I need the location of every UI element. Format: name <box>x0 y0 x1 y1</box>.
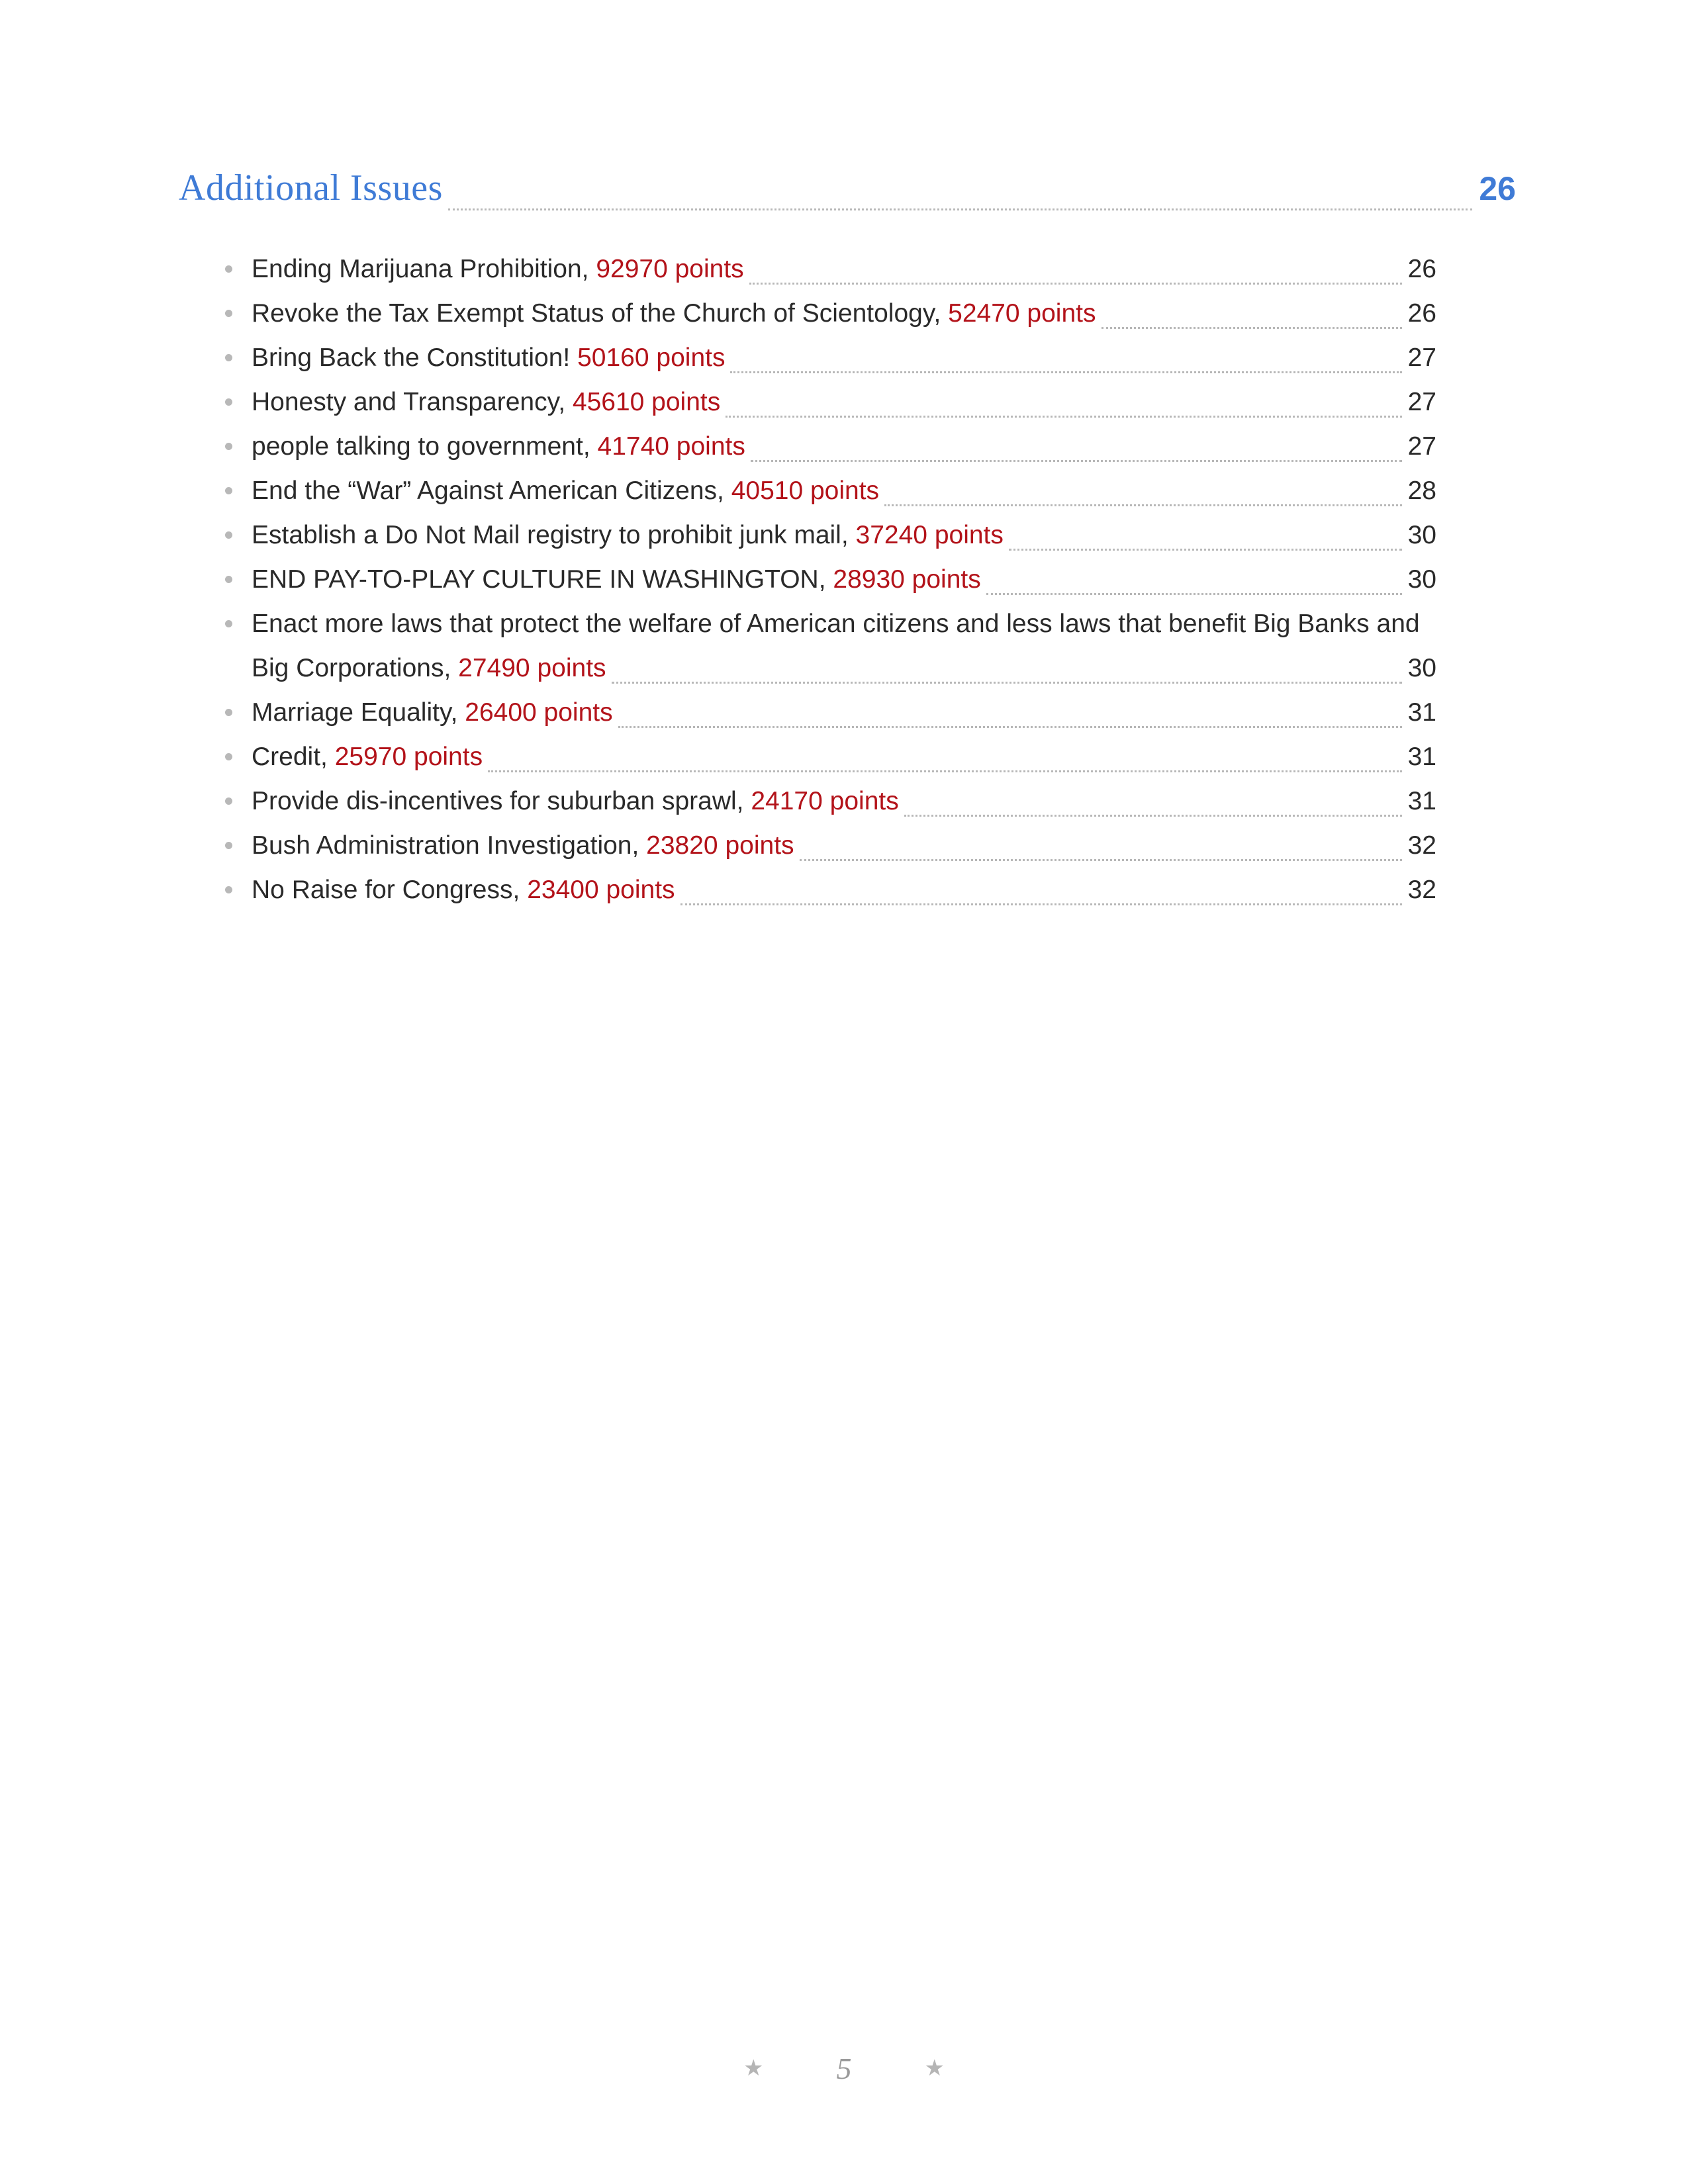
dot-leader <box>730 371 1402 373</box>
dot-leader <box>448 208 1472 210</box>
entry-title: Provide dis-incentives for suburban sprawl, <box>252 787 744 815</box>
entry-title-line2: Big Corporations, <box>252 654 451 682</box>
entry-page-number: 27 <box>1407 343 1436 372</box>
entry-title: people talking to government, <box>252 432 590 461</box>
bullet-icon <box>225 690 234 735</box>
dot-leader <box>749 283 1402 285</box>
bullet-icon <box>225 823 234 868</box>
dot-leader <box>751 460 1402 462</box>
entry-title: End the “War” Against American Citizens, <box>252 477 724 505</box>
entry-page-number: 31 <box>1407 787 1436 815</box>
entry-points: 41740 points <box>597 432 745 461</box>
entry-title: Revoke the Tax Exempt Status of the Church of Scientology, <box>252 299 941 328</box>
entry-page-number: 32 <box>1407 876 1436 904</box>
entry-points: 45610 points <box>572 388 721 416</box>
entry-title: No Raise for Congress, <box>252 876 520 904</box>
bullet-icon <box>225 779 234 823</box>
entry-title: Credit, <box>252 743 328 771</box>
section-page-number: 26 <box>1479 170 1516 207</box>
bullet-icon <box>225 380 234 424</box>
entry-page-number: 26 <box>1407 299 1436 328</box>
toc-entry[interactable] <box>225 602 1436 690</box>
entry-points: 24170 points <box>751 787 899 815</box>
toc-entry[interactable] <box>225 823 1436 868</box>
toc-entry[interactable] <box>225 336 1436 380</box>
entry-page-number: 31 <box>1407 698 1436 727</box>
entry-points: 50160 points <box>577 343 726 372</box>
entry-points: 25970 points <box>334 743 483 771</box>
toc-list <box>225 247 1436 912</box>
bullet-icon <box>225 336 234 380</box>
entry-points: 52470 points <box>948 299 1096 328</box>
bullet-icon <box>225 868 234 912</box>
bullet-icon <box>225 469 234 513</box>
dot-leader <box>1102 327 1403 329</box>
entry-title: Ending Marijuana Prohibition, <box>252 255 589 283</box>
bullet-icon <box>225 291 234 336</box>
page-number: 5 <box>836 2051 852 2085</box>
toc-entry[interactable] <box>225 557 1436 602</box>
entry-title: Honesty and Transparency, <box>252 388 566 416</box>
dot-leader <box>488 770 1402 772</box>
entry-points: 23820 points <box>646 831 794 860</box>
bullet-icon <box>225 602 234 646</box>
toc-entry[interactable] <box>225 291 1436 336</box>
dot-leader <box>986 593 1402 595</box>
entry-points: 26400 points <box>465 698 613 727</box>
dot-leader <box>904 815 1402 817</box>
dot-leader <box>618 726 1402 728</box>
toc-entry[interactable] <box>225 380 1436 424</box>
star-icon: ★ <box>924 2055 945 2081</box>
dot-leader <box>726 416 1402 418</box>
dot-leader <box>680 903 1402 905</box>
entry-page-number: 30 <box>1407 565 1436 594</box>
toc-entry[interactable] <box>225 690 1436 735</box>
entry-points: 28930 points <box>833 565 981 594</box>
toc-entry[interactable] <box>225 868 1436 912</box>
entry-page-number: 30 <box>1407 654 1436 682</box>
dot-leader <box>1009 549 1402 551</box>
entry-title: Bush Administration Investigation, <box>252 831 639 860</box>
star-icon: ★ <box>743 2055 764 2081</box>
entry-page-number: 26 <box>1407 255 1436 283</box>
bullet-icon <box>225 557 234 602</box>
toc-entry[interactable] <box>225 513 1436 557</box>
entry-page-number: 32 <box>1407 831 1436 860</box>
dot-leader <box>800 859 1402 861</box>
entry-points: 37240 points <box>855 521 1004 549</box>
entry-page-number: 27 <box>1407 432 1436 461</box>
entry-title: Establish a Do Not Mail registry to prohibit junk mail, <box>252 521 849 549</box>
toc-entry[interactable] <box>225 424 1436 469</box>
dot-leader <box>884 504 1402 506</box>
entry-points: 27490 points <box>458 654 606 682</box>
toc-entry[interactable] <box>225 779 1436 823</box>
entry-title: Marriage Equality, <box>252 698 458 727</box>
entry-page-number: 28 <box>1407 477 1436 505</box>
entry-title: END PAY-TO-PLAY CULTURE IN WASHINGTON, <box>252 565 826 594</box>
dot-leader <box>612 682 1402 684</box>
bullet-icon <box>225 513 234 557</box>
toc-entry[interactable] <box>225 469 1436 513</box>
section-heading-row[interactable] <box>179 167 1516 220</box>
bullet-icon <box>225 424 234 469</box>
entry-title: Bring Back the Constitution! <box>252 343 571 372</box>
entry-points: 92970 points <box>596 255 744 283</box>
toc-entry[interactable] <box>225 735 1436 779</box>
entry-page-number: 27 <box>1407 388 1436 416</box>
bullet-icon <box>225 735 234 779</box>
entry-page-number: 31 <box>1407 743 1436 771</box>
page-footer <box>0 2048 1688 2088</box>
entry-points: 23400 points <box>527 876 675 904</box>
entry-points: 40510 points <box>731 477 880 505</box>
toc-entry[interactable] <box>225 247 1436 291</box>
bullet-icon <box>225 247 234 291</box>
section-title: Additional Issues <box>179 167 443 208</box>
entry-page-number: 30 <box>1407 521 1436 549</box>
entry-title-line1: Enact more laws that protect the welfare of American citizens and less laws that benefit Big Banks and <box>252 610 1420 638</box>
